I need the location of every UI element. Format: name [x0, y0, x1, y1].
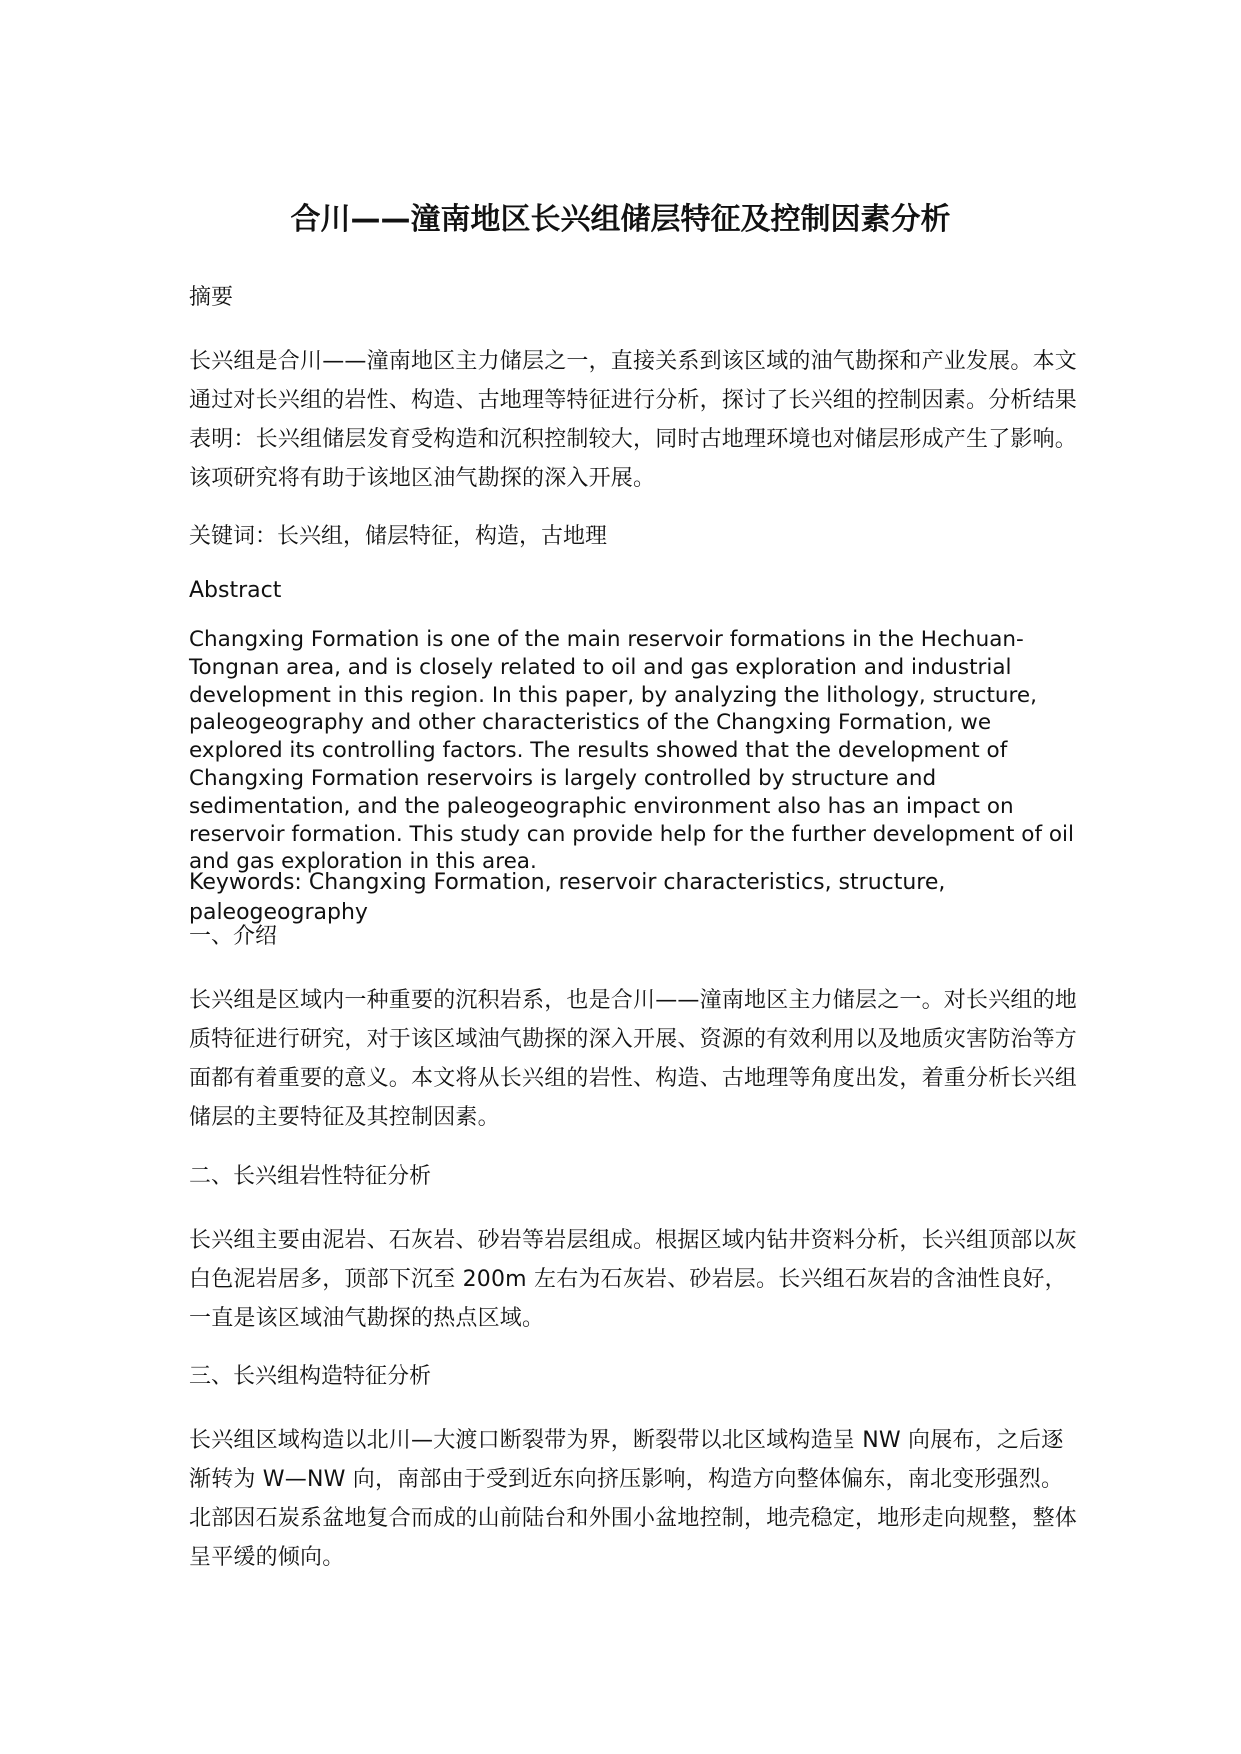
section-heading-introduction: 一、介绍 — [189, 924, 278, 949]
section-body-introduction: 长兴组是区域内一种重要的沉积岩系，也是合川——潼南地区主力储层之一。对长兴组的地质特征进行研究，对于该区域油气勘探的深入开展、资源的有效利用以及地质灾害防治等方面都有着重要的意义。本文将从长兴组的岩性、构造、古地理等角度出发，着重分析长兴组储层的主要特征及其控制因素。 — [189, 988, 1078, 1130]
section-heading-structure: 三、长兴组构造特征分析 — [189, 1364, 432, 1389]
abstract-zh-heading: 摘要 — [189, 285, 234, 310]
section-body-structure: 长兴组区域构造以北川—大渡口断裂带为界，断裂带以北区域构造呈 NW 向展布，之后逐渐转为 W—NW 向，南部由于受到近东向挤压影响，构造方向整体偏东，南北变形强烈。北部因石炭系盆地复合而成的山前陆台和外围小盆地控制，地壳稳定，地形走向规整，整体呈平缓的倾向。 — [189, 1428, 1078, 1570]
abstract-en-body: Changxing Formation is one of the main reservoir formations in the Hechuan-Tongnan area, and is closely related to oil and gas exploration and industrial development in this region. In this paper, by analyzing the lithology, structure, paleogeography and other characteristics of the Changxing Formation, we explored its controlling factors. The results showed that the development of Changxing Formation reservoirs is largely controlled by structure and sedimentation, and the paleogeographic environment also has an impact on reservoir formation. This study can provide help for the further development of oil and gas exploration in this area. — [189, 627, 1074, 875]
section-heading-lithology: 二、长兴组岩性特征分析 — [189, 1164, 432, 1189]
abstract-en-heading: Abstract — [189, 578, 282, 603]
document-title: 合川——潼南地区长兴组储层特征及控制因素分析 — [290, 202, 951, 238]
section-body-lithology: 长兴组主要由泥岩、石灰岩、砂岩等岩层组成。根据区域内钻井资料分析，长兴组顶部以灰白色泥岩居多，顶部下沉至 200m 左右为石灰岩、砂岩层。长兴组石灰岩的含油性良好，一直是该区域油气勘探的热点区域。 — [189, 1228, 1078, 1331]
abstract-zh-body: 长兴组是合川——潼南地区主力储层之一，直接关系到该区域的油气勘探和产业发展。本文通过对长兴组的岩性、构造、古地理等特征进行分析，探讨了长兴组的控制因素。分析结果表明：长兴组储层发育受构造和沉积控制较大，同时古地理环境也对储层形成产生了影响。该项研究将有助于该地区油气勘探的深入开展。 — [189, 349, 1078, 491]
keywords-en: Keywords: Changxing Formation, reservoir characteristics, structure, paleogeography — [189, 870, 946, 925]
keywords-zh: 关键词：长兴组，储层特征，构造，古地理 — [189, 524, 608, 549]
